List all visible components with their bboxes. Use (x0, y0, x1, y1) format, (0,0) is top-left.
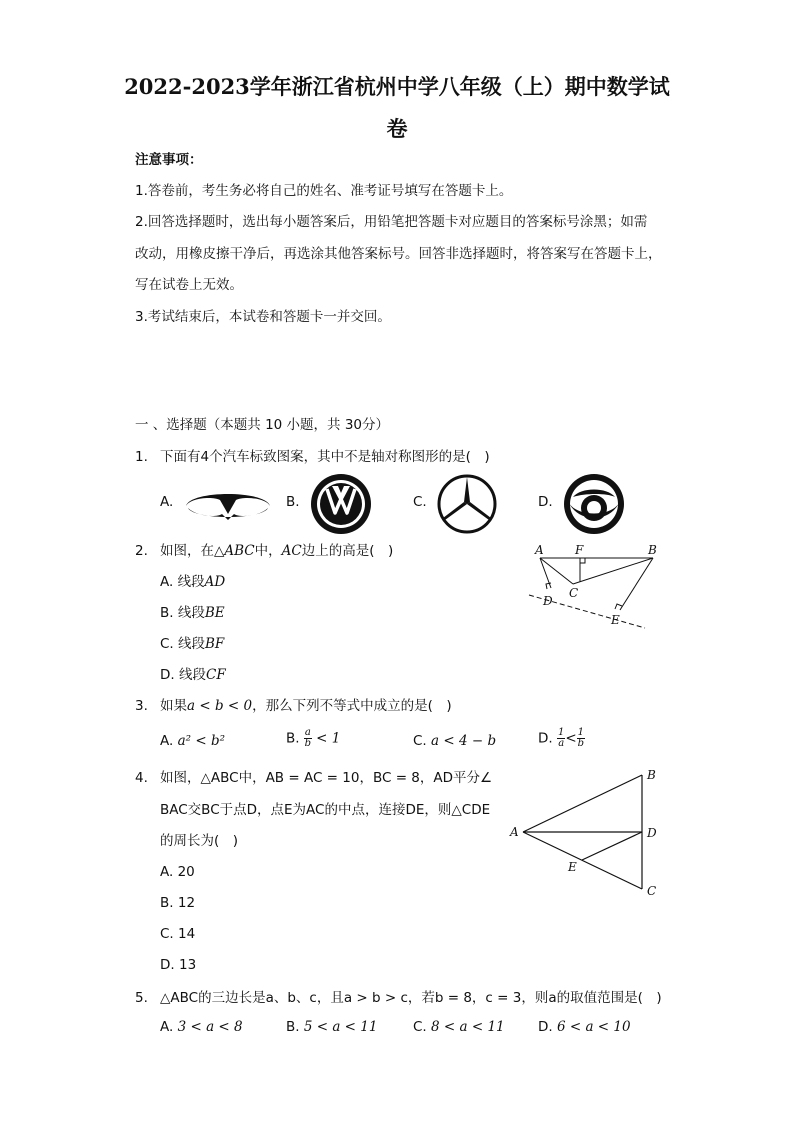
q4-triangle-figure (505, 765, 665, 900)
infiniti-logo (184, 484, 272, 524)
q4-label-a: A (510, 825, 519, 839)
note-item-3: 3.考试结束后，本试卷和答题卡一并交回。 (135, 309, 391, 325)
title-line-1: 2022-2023学年浙江省杭州中学八年级（上）期中数学试 (124, 74, 670, 99)
q5-text: △ABC的三边长是a、b、c，且a > b > c，若b = 8，c = 3，则a的取值范围是( ) (160, 990, 662, 1006)
q4-label-e: E (568, 860, 577, 874)
q5-option-c: C. 8 < a < 11 (413, 1019, 505, 1035)
q2-label-f: F (575, 543, 584, 557)
q1-option-d: D. (538, 494, 553, 510)
q2-option-b: B. 线段BE (160, 605, 225, 621)
q5-number: 5. (135, 990, 148, 1006)
q4-option-a: A. 20 (160, 864, 195, 880)
q2-label-c: C (569, 586, 579, 600)
q2-option-c: C. 线段BF (160, 636, 225, 652)
title-line-2: 卷 (386, 116, 408, 141)
dongfeng-logo (561, 473, 627, 535)
q3-option-b: B. $\frac{a}{b}$ < 1 (286, 727, 341, 749)
q1-text: 下面有4个汽车标致图案，其中不是轴对称图形的是( ) (160, 449, 490, 465)
note-item-1: 1.答卷前，考生务必将自己的姓名、准考证号填写在答题卡上。 (135, 183, 513, 199)
q2-label-e: E (611, 613, 620, 627)
q4-text-line-1: 如图，△ABC中，AB = AC = 10，BC = 8，AD平分∠ (160, 770, 493, 786)
q4-text-line-2: BAC交BC于点D，点E为AC的中点，连接DE，则△CDE (160, 802, 491, 818)
q3-option-a: A. a² < b² (160, 733, 226, 749)
q1-option-b: B. (286, 494, 300, 510)
q2-label-a: A (535, 543, 544, 557)
q5-option-b: B. 5 < a < 11 (286, 1019, 378, 1035)
q4-text-line-3: 的周长为( ) (160, 833, 239, 849)
q2-label-d: D (543, 594, 553, 608)
note-item-2a: 2.回答选择题时，选出每小题答案后，用铅笔把答题卡对应题目的答案标号涂黑；如需 (135, 214, 648, 230)
volkswagen-logo (310, 473, 372, 535)
q3-number: 3. (135, 698, 148, 714)
q4-label-b: B (647, 768, 656, 782)
q3-option-d: D. $\frac{1}{a}$ < $\frac{1}{b}$ (538, 727, 585, 749)
notes-heading: 注意事项： (135, 152, 203, 168)
q2-option-d: D. 线段CF (160, 667, 226, 683)
q2-option-a: A. 线段AD (160, 574, 226, 590)
q2-number: 2. (135, 543, 148, 559)
q5-option-a: A. 3 < a < 8 (160, 1019, 243, 1035)
note-item-2b: 改动，用橡皮擦干净后，再选涂其他答案标号。回答非选择题时，将答案写在答题卡上， (135, 246, 662, 262)
q2-label-b: B (648, 543, 657, 557)
exam-title (100, 66, 694, 150)
q4-option-c: C. 14 (160, 926, 196, 942)
q4-label-d: D (647, 826, 657, 840)
q2-triangle-figure (525, 540, 655, 635)
q4-option-b: B. 12 (160, 895, 196, 911)
q1-option-a: A. (160, 494, 174, 510)
q1-number: 1. (135, 449, 148, 465)
q4-number: 4. (135, 770, 148, 786)
q5-option-d: D. 6 < a < 10 (538, 1019, 631, 1035)
q1-option-c: C. (413, 494, 427, 510)
q2-text: 如图，在△ABC中，AC边上的高是( ) (160, 543, 394, 559)
note-item-2c: 写在试卷上无效。 (135, 277, 243, 293)
q4-label-c: C (647, 884, 657, 898)
q3-option-c: C. a < 4 − b (413, 733, 497, 749)
section-heading: 一 、选择题（本题共 10 小题，共 30分） (135, 417, 390, 433)
mercedes-logo (436, 473, 498, 535)
q3-text: 如果a < b < 0，那么下列不等式中成立的是( ) (160, 698, 452, 714)
q4-option-d: D. 13 (160, 957, 197, 973)
